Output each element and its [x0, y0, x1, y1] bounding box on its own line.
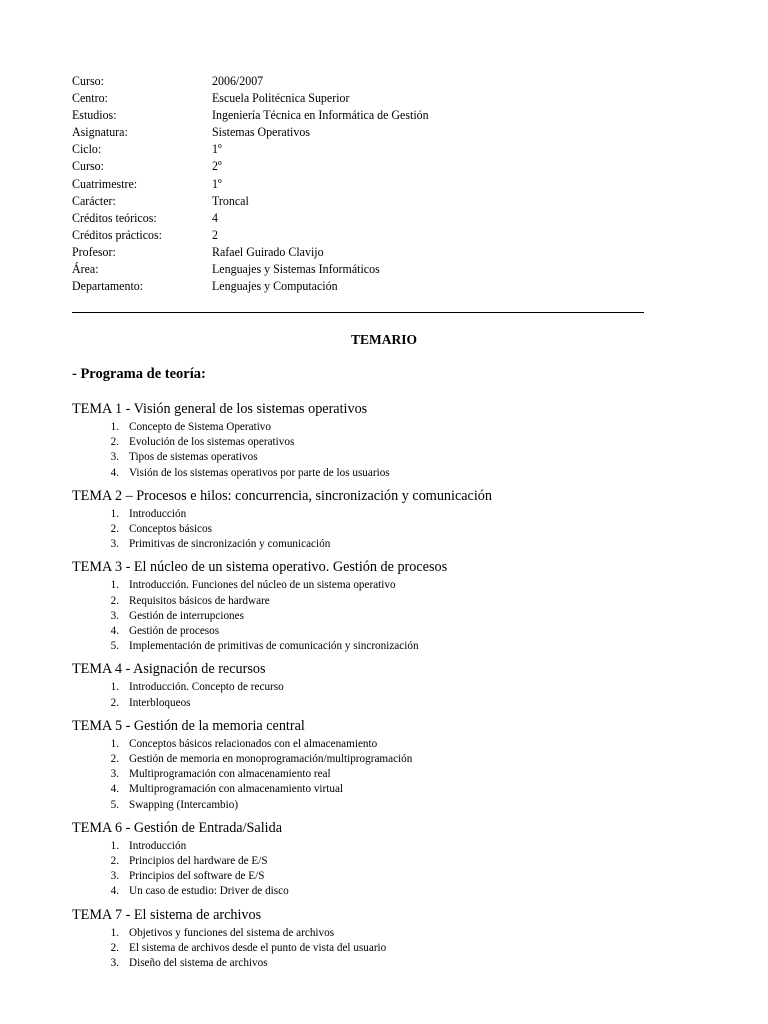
- list-item: [72, 854, 732, 869]
- list-item: [72, 798, 732, 813]
- info-label: Créditos teóricos:: [72, 209, 157, 225]
- info-value: 2º: [212, 158, 222, 174]
- info-row-area: [72, 260, 447, 277]
- list-item-text: Primitivas de sincronización y comunicación: [129, 538, 331, 551]
- list-item-text: Multiprogramación con almacenamiento real: [129, 768, 331, 781]
- info-label: Carácter:: [72, 192, 116, 208]
- list-item-number: 1 .: [72, 737, 119, 752]
- list-item: [72, 680, 732, 695]
- topic-item-list: [72, 737, 732, 813]
- list-item: [72, 869, 732, 884]
- topic-heading: TEMA 3 - El núcleo de un sistema operativo. Gestión de procesos: [72, 559, 448, 576]
- info-row-professor: [72, 243, 447, 260]
- list-item-number: 4 .: [72, 884, 119, 899]
- info-label: Asignatura:: [72, 124, 128, 140]
- list-item: [72, 450, 732, 465]
- list-item-text: Diseño del sistema de archivos: [129, 957, 268, 970]
- info-row-course-year: [72, 72, 447, 89]
- list-item-text: Objetivos y funciones del sistema de archivos: [129, 926, 335, 939]
- topic-heading: TEMA 1 - Visión general de los sistemas operativos: [72, 401, 368, 417]
- list-item: [72, 594, 732, 609]
- list-item-text: Interbloqueos: [129, 696, 191, 709]
- topic-item-list: [72, 420, 732, 481]
- info-row-practice-credits: [72, 226, 447, 243]
- list-item-text: Conceptos básicos relacionados con el almacenamiento: [129, 737, 378, 750]
- info-row-cycle: [72, 140, 447, 157]
- list-item-number: 5 .: [72, 798, 119, 813]
- info-value: Ingeniería Técnica en Informática de Gestión: [212, 107, 429, 123]
- topic-item-list: [72, 578, 732, 654]
- list-item: [72, 767, 732, 782]
- list-item: [72, 420, 732, 435]
- list-item-text: Visión de los sistemas operativos por parte de los usuarios: [129, 466, 390, 479]
- info-label: Departamento:: [72, 278, 144, 294]
- topic-section: [72, 906, 732, 972]
- info-value: Troncal: [212, 192, 249, 208]
- list-item-text: Implementación de primitivas de comunicación y sincronización: [129, 640, 419, 653]
- list-item-number: 2 .: [72, 522, 119, 537]
- info-value: 1º: [212, 141, 222, 157]
- topic-item-list: [72, 507, 732, 553]
- list-item-number: 2 .: [72, 941, 119, 956]
- info-value: Sistemas Operativos: [212, 124, 310, 140]
- list-item-number: 5 .: [72, 639, 119, 654]
- topic-item-list: [72, 839, 732, 900]
- info-value: 2: [212, 226, 218, 242]
- list-item-number: 4 .: [72, 466, 119, 481]
- info-value: Lenguajes y Sistemas Informáticos: [212, 261, 380, 277]
- topic-list: [72, 400, 732, 977]
- list-item-text: Conceptos básicos: [129, 523, 212, 536]
- info-row-term: [72, 175, 447, 192]
- info-label: Créditos prácticos:: [72, 226, 163, 242]
- topic-section: [72, 400, 732, 481]
- topic-heading: TEMA 6 - Gestión de Entrada/Salida: [72, 819, 283, 836]
- topic-heading: TEMA 4 - Asignación de recursos: [72, 661, 266, 678]
- list-item-text: Multiprogramación con almacenamiento virtual: [129, 783, 344, 796]
- info-label: Ciclo:: [72, 141, 102, 157]
- info-value: 4: [212, 209, 218, 225]
- list-item-number: 3 .: [72, 767, 119, 782]
- list-item-number: 2 .: [72, 854, 119, 869]
- info-row-centre: [72, 89, 447, 106]
- list-item-text: Evolución de los sistemas operativos: [129, 436, 295, 449]
- list-item-number: 1 .: [72, 926, 119, 941]
- list-item-number: 3 .: [72, 609, 119, 624]
- info-row-subject: [72, 123, 447, 140]
- info-value: Lenguajes y Computación: [212, 278, 338, 294]
- info-value: 1º: [212, 175, 222, 191]
- info-label: Estudios:: [72, 107, 117, 123]
- list-item: [72, 884, 732, 899]
- topic-heading: TEMA 5 - Gestión de la memoria central: [72, 717, 305, 734]
- list-item-text: Tipos de sistemas operativos: [129, 451, 258, 464]
- list-item-text: Swapping (Intercambio): [129, 798, 239, 811]
- topic-section: [72, 717, 732, 813]
- list-item-text: Requisitos básicos de hardware: [129, 594, 270, 607]
- horizontal-divider: [72, 312, 644, 313]
- list-item-number: 3 .: [72, 869, 119, 884]
- list-item: [72, 737, 732, 752]
- info-row-theory-credits: [72, 209, 447, 226]
- info-label: Centro:: [72, 90, 108, 106]
- list-item-number: 3 .: [72, 956, 119, 971]
- list-item-number: 4 .: [72, 782, 119, 797]
- info-row-department: [72, 277, 447, 294]
- info-row-course: [72, 157, 447, 174]
- list-item-number: 2 .: [72, 696, 119, 711]
- list-item: [72, 466, 732, 481]
- topic-item-list: [72, 680, 732, 710]
- list-item-number: 3 .: [72, 450, 119, 465]
- list-item: [72, 435, 732, 450]
- list-item: [72, 956, 732, 971]
- topic-heading: TEMA 2 – Procesos e hilos: concurrencia, sincronización y comunicación: [72, 487, 492, 504]
- list-item-number: 3 .: [72, 537, 119, 552]
- course-info: [72, 72, 447, 294]
- info-label: Curso:: [72, 158, 104, 174]
- list-item-number: 2 .: [72, 752, 119, 767]
- list-item: [72, 926, 732, 941]
- syllabus-title: TEMARIO: [350, 332, 417, 347]
- info-value: 2006/2007: [212, 73, 264, 88]
- info-label: Cuatrimestre:: [72, 175, 138, 191]
- info-row-studies: [72, 106, 447, 123]
- list-item: [72, 696, 732, 711]
- list-item-number: 4 .: [72, 624, 119, 639]
- list-item-text: Introducción. Concepto de recurso: [129, 681, 284, 694]
- list-item: [72, 639, 732, 654]
- list-item-text: Gestión de procesos: [129, 625, 220, 638]
- list-item: [72, 839, 732, 854]
- list-item: [72, 624, 732, 639]
- list-item: [72, 941, 732, 956]
- list-item: [72, 507, 732, 522]
- list-item-text: Gestión de interrupciones: [129, 609, 244, 622]
- topic-item-list: [72, 926, 732, 972]
- list-item-text: Principios del software de E/S: [129, 870, 265, 883]
- list-item-text: Introducción: [129, 839, 187, 852]
- list-item: [72, 578, 732, 593]
- list-item-text: El sistema de archivos desde el punto de vista del usuario: [129, 941, 387, 954]
- list-item-text: Introducción: [129, 507, 187, 520]
- list-item-number: 1 .: [72, 680, 119, 695]
- topic-section: [72, 487, 732, 553]
- list-item-text: Principios del hardware de E/S: [129, 855, 268, 868]
- topic-section: [72, 819, 732, 900]
- topic-heading: TEMA 7 - El sistema de archivos: [72, 906, 262, 923]
- list-item-text: Un caso de estudio: Driver de disco: [129, 885, 289, 898]
- list-item: [72, 609, 732, 624]
- list-item: [72, 782, 732, 797]
- info-label: Profesor:: [72, 243, 116, 259]
- list-item-text: Concepto de Sistema Operativo: [129, 421, 271, 433]
- list-item-number: 1 .: [72, 839, 119, 854]
- list-item: [72, 522, 732, 537]
- info-value: Escuela Politécnica Superior: [212, 90, 350, 106]
- list-item-number: 1 .: [72, 420, 119, 435]
- list-item: [72, 537, 732, 552]
- info-row-character: [72, 192, 447, 209]
- info-value: Rafael Guirado Clavijo: [212, 243, 324, 259]
- list-item-number: 1 .: [72, 507, 119, 522]
- list-item-text: Gestión de memoria en monoprogramación/multiprogramación: [129, 753, 413, 766]
- topic-section: [72, 558, 732, 654]
- theory-program-heading: - Programa de teoría:: [72, 366, 206, 382]
- list-item-text: Introducción. Funciones del núcleo de un sistema operativo: [129, 579, 396, 592]
- list-item: [72, 752, 732, 767]
- list-item-number: 2 .: [72, 594, 119, 609]
- topic-section: [72, 660, 732, 710]
- info-label: Curso:: [72, 73, 104, 88]
- list-item-number: 1 .: [72, 578, 119, 593]
- list-item-number: 2 .: [72, 435, 119, 450]
- info-label: Área:: [72, 261, 99, 277]
